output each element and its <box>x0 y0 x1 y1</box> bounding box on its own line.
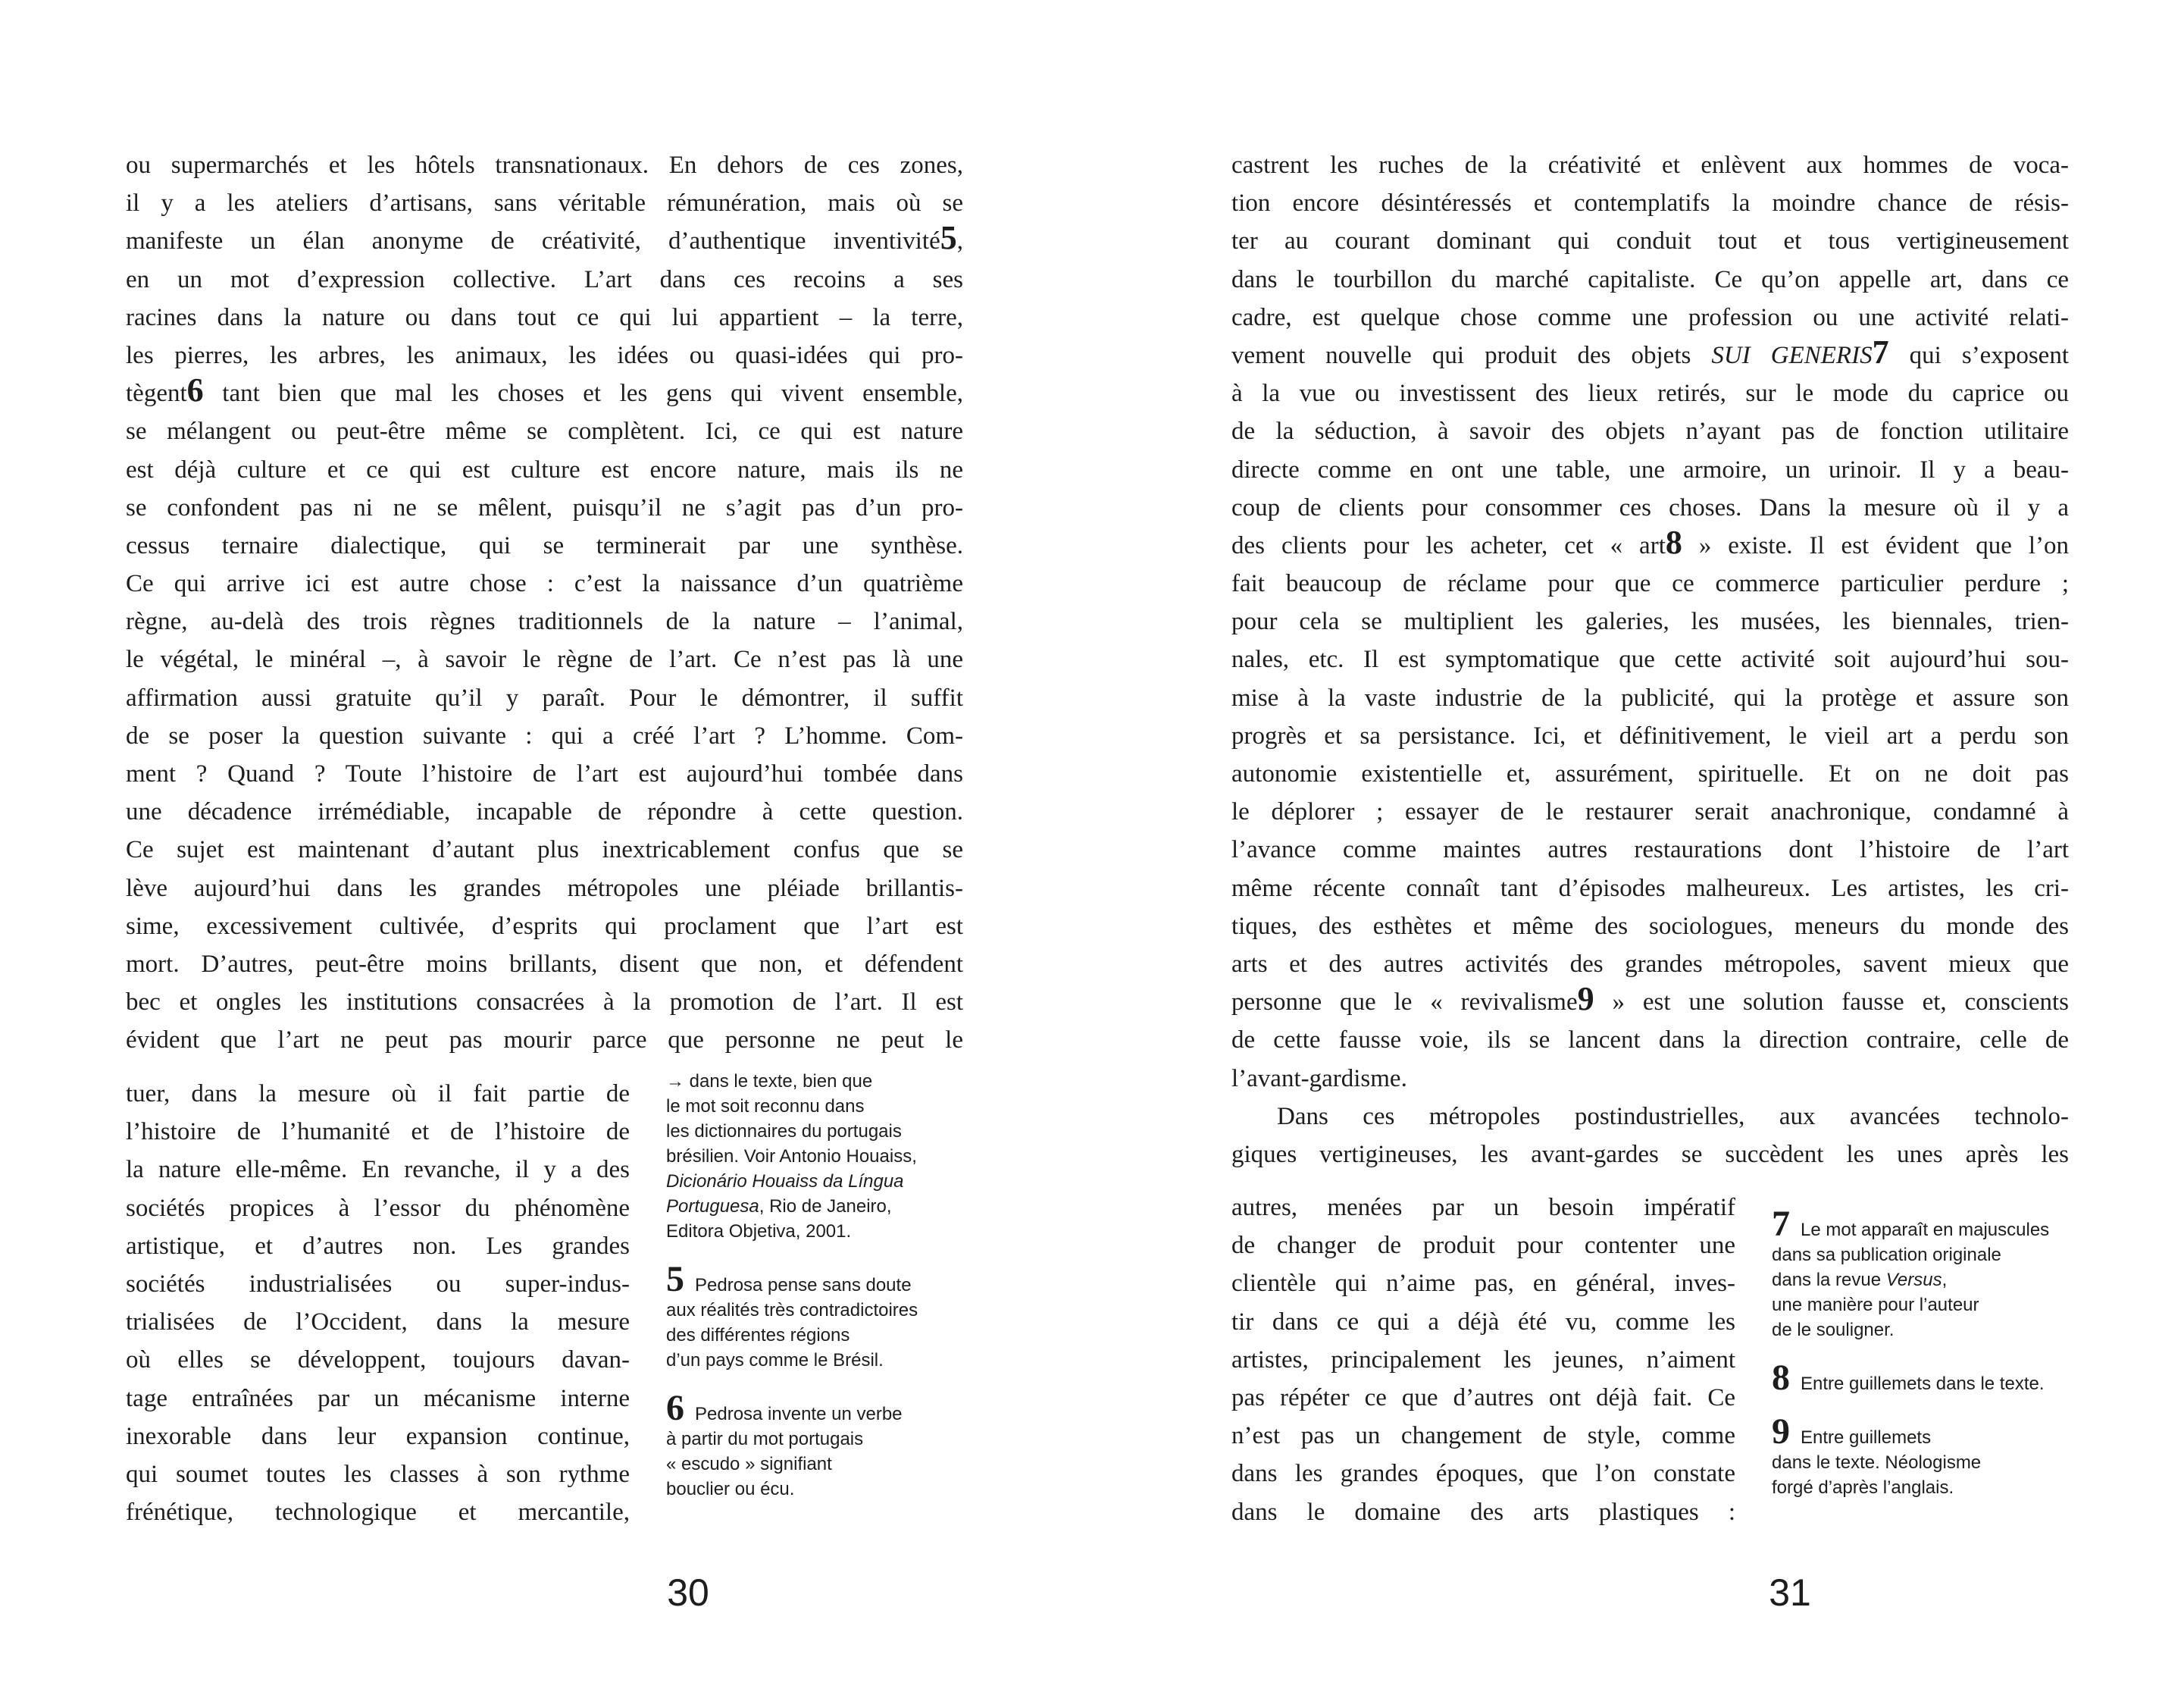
text-run: brésilien. Voir Antonio Houaiss, <box>666 1146 917 1167</box>
text-run: Editora Objetiva, 2001. <box>666 1221 852 1242</box>
footnote-line <box>1772 1411 2090 1452</box>
text-line <box>126 717 963 755</box>
text-line <box>126 1075 630 1113</box>
text-run: autonomie existentielle et, assurément, spirituelle. Et on ne doit pas <box>1231 760 2069 788</box>
text-line <box>1231 222 2069 260</box>
text-run: autres, menées par un besoin impératif <box>1231 1194 1735 1221</box>
text-run: ou supermarchés et les hôtels transnationaux. En dehors de ces zones, <box>126 152 963 179</box>
text-run: Pedrosa pense sans doute <box>695 1275 912 1295</box>
text-line <box>1231 1021 2069 1059</box>
text-run: règne, au-delà des trois règnes traditionnels de la nature – l’animal, <box>126 608 963 636</box>
text-run: Entre guillemets dans le texte. <box>1801 1374 2045 1394</box>
text-run: affirmation aussi gratuite qu’il y paraît. Pour le démontrer, il suffit <box>126 684 963 712</box>
text-run: → dans le texte, bien que <box>666 1071 873 1092</box>
text-run: arts et des autres activités des grandes métropoles, savent mieux que <box>1231 950 2069 978</box>
text-run: Pedrosa invente un verbe <box>695 1404 903 1424</box>
text-line <box>126 565 963 603</box>
text-line <box>1231 565 2069 603</box>
text-run: nales, etc. Il est symptomatique que cette activité soit aujourd’hui sou- <box>1231 646 2069 674</box>
footnote-reference: 5 <box>940 219 957 257</box>
text-run: tage entraînées par un mécanisme interne <box>126 1384 630 1412</box>
footnote-line <box>666 1094 984 1119</box>
page-number: 30 <box>667 1571 709 1614</box>
text-run: trialisées de l’Occident, dans la mesure <box>126 1308 630 1336</box>
text-run: dans le texte. Néologisme <box>1772 1452 1982 1473</box>
text-line <box>126 451 963 489</box>
text-run: giques vertigineuses, les avant-gardes se succèdent les unes après les <box>1231 1140 2069 1168</box>
text-line <box>126 755 963 793</box>
text-run: l’avance comme maintes autres restaurations dont l’histoire de l’art <box>1231 836 2069 864</box>
text-run: fait beaucoup de réclame pour que ce commerce particulier perdure ; <box>1231 570 2069 598</box>
text-line <box>1231 489 2069 527</box>
text-line <box>126 831 963 869</box>
text-line <box>1231 1493 1735 1531</box>
text-line <box>1231 641 2069 678</box>
text-line <box>126 1303 630 1341</box>
text-run: personne que le « revivalisme <box>1231 988 1578 1017</box>
text-line <box>1231 1303 1735 1341</box>
text-run: qui s’exposent <box>1888 341 2069 369</box>
text-run: d’un pays comme le Brésil. <box>666 1350 884 1371</box>
text-run: des différentes régions <box>666 1325 850 1345</box>
text-run: la nature elle-même. En revanche, il y a des <box>126 1156 630 1184</box>
body-text-column <box>1231 146 2069 1173</box>
text-line <box>126 146 963 184</box>
text-line <box>1231 1264 1735 1302</box>
text-run: évident que l’art ne peut pas mourir parce que personne ne peut le <box>126 1026 963 1054</box>
text-line <box>1231 523 2069 565</box>
footnote-line <box>1772 1358 2090 1398</box>
text-run: l’avant-gardisme. <box>1231 1064 1407 1092</box>
text-run: se mélangent ou peut-être même se complètent. Ici, ce qui est nature <box>126 418 963 446</box>
text-run: à partir du mot portugais <box>666 1429 864 1449</box>
text-line <box>126 1418 630 1455</box>
text-run: lève aujourd’hui dans les grandes métropoles une pléiade brillantis- <box>126 874 963 902</box>
text-line <box>1231 831 2069 869</box>
text-run: dans la revue <box>1772 1270 1886 1290</box>
text-line <box>126 1227 630 1265</box>
text-line <box>1231 603 2069 641</box>
text-run: Dans ces métropoles postindustrielles, aux avancées technolo- <box>1277 1102 2069 1130</box>
footnote-reference: 6 <box>186 371 204 409</box>
footnote-line <box>666 1298 984 1323</box>
text-run: en un mot d’expression collective. L’art dans ces recoins a ses <box>126 265 963 293</box>
text-line <box>126 527 963 565</box>
text-run: pour cela se multiplient les galeries, les musées, les biennales, trien- <box>1231 608 2069 636</box>
text-run: pas répéter ce que d’autres ont déjà fait. Ce <box>1231 1383 1735 1411</box>
text-run: des clients pour les acheter, cet « art <box>1231 531 1666 559</box>
footnote-line <box>1772 1267 2090 1292</box>
text-line <box>126 261 963 299</box>
text-line <box>1231 1189 1735 1226</box>
text-run: ter au courant dominant qui conduit tout et tous vertigineusement <box>1231 227 2069 255</box>
footnote-line <box>666 1477 984 1502</box>
text-line <box>1231 299 2069 337</box>
footnote-number: 7 <box>1772 1204 1790 1244</box>
text-line <box>126 1493 630 1531</box>
footnote-line <box>1772 1242 2090 1267</box>
text-run: tion encore désintéressés et contemplatifs la moindre chance de résis- <box>1231 190 2069 218</box>
text-run: qui soumet toutes les classes à son rythme <box>126 1460 630 1488</box>
text-run: tègent <box>126 380 187 408</box>
footnote-number: 9 <box>1772 1411 1790 1452</box>
text-run: le mot soit reconnu dans <box>666 1096 865 1117</box>
body-text-column <box>126 146 963 1060</box>
text-run: castrent les ruches de la créativité et enlèvent aux hommes de voca- <box>1231 152 2069 179</box>
footnote-line <box>666 1169 984 1194</box>
text-run: aux réalités très contradictoires <box>666 1300 918 1320</box>
text-line <box>1231 907 2069 945</box>
text-run: cessus ternaire dialectique, qui se terminerait par une synthèse. <box>126 531 963 559</box>
footnote-line <box>666 1348 984 1373</box>
text-run: bec et ongles les institutions consacrées à la promotion de l’art. Il est <box>126 988 963 1017</box>
text-line <box>1231 184 2069 222</box>
text-run: une manière pour l’auteur <box>1772 1295 1979 1315</box>
text-line <box>1231 755 2069 793</box>
text-run: Entre guillemets <box>1801 1427 1932 1448</box>
text-run: forgé d’après l’anglais. <box>1772 1477 1954 1498</box>
text-run: frénétique, technologique et mercantile, <box>126 1499 630 1527</box>
text-run: coup de clients pour consommer ces choses. Dans la mesure où il y a <box>1231 493 2069 522</box>
footnote-reference: 7 <box>1872 333 1889 371</box>
text-run: est déjà culture et ce qui est culture est encore nature, mais ils ne <box>126 456 963 484</box>
text-run: l’histoire de l’humanité et de l’histoire de <box>126 1118 630 1146</box>
text-line <box>126 1151 630 1189</box>
italic-text: Versus <box>1885 1270 1942 1290</box>
footnote-number: 8 <box>1772 1358 1790 1398</box>
text-run: de se poser la question suivante : qui a créé l’art ? L’homme. Com- <box>126 722 963 750</box>
text-run: , Rio de Janeiro, <box>759 1196 892 1217</box>
text-run: clientèle qui n’aime pas, en général, inves- <box>1231 1270 1735 1298</box>
footnote-line <box>666 1323 984 1348</box>
italic-text: Portuguesa <box>666 1196 759 1217</box>
text-run: ment ? Quand ? Toute l’histoire de l’art est aujourd’hui tombée dans <box>126 760 963 788</box>
text-line <box>126 869 963 907</box>
footnote-number: 5 <box>666 1259 684 1299</box>
text-line <box>126 371 963 412</box>
text-run: tir dans ce qui a déjà été vu, comme les <box>1231 1308 1735 1336</box>
footnote-line <box>666 1388 984 1428</box>
text-run: , <box>1942 1270 1948 1290</box>
text-run: tiques, des esthètes et même des sociologues, meneurs du monde des <box>1231 912 2069 940</box>
footnote <box>666 1259 984 1373</box>
text-line <box>126 412 963 450</box>
text-run: artistes, principalement les jeunes, n’aiment <box>1231 1345 1735 1374</box>
text-line <box>1231 945 2069 983</box>
text-run: artistique, et d’autres non. Les grandes <box>126 1232 630 1260</box>
text-run: de le souligner. <box>1772 1320 1895 1340</box>
text-run: dans le domaine des arts plastiques : <box>1231 1498 1735 1526</box>
text-run: dans sa publication originale <box>1772 1245 2001 1265</box>
text-line <box>126 793 963 831</box>
text-run: , <box>956 227 963 255</box>
footnotes <box>1772 1204 2090 1523</box>
body-text-column-narrow <box>1231 1189 1735 1531</box>
footnote-line <box>1772 1204 2090 1244</box>
italic-text: SUI GENERIS <box>1711 341 1873 369</box>
text-run: se confondent pas ni ne se mêlent, puisqu’il ne s’agit pas d’un pro- <box>126 493 963 522</box>
footnote-line <box>666 1119 984 1144</box>
text-run: n’est pas un changement de style, comme <box>1231 1422 1735 1450</box>
text-line <box>126 1021 963 1059</box>
text-run: manifeste un élan anonyme de créativité, d’authentique inventivité <box>126 227 940 255</box>
text-run: tant bien que mal les choses et les gens qui vivent ensemble, <box>203 380 963 408</box>
text-run: Le mot apparaît en majuscules <box>1801 1220 2050 1240</box>
text-run: mise à la vaste industrie de la publicité, qui la protège et assure son <box>1231 684 2069 712</box>
text-line <box>126 1265 630 1303</box>
text-run: tuer, dans la mesure où il fait partie de <box>126 1080 630 1107</box>
text-run: directe comme en ont une table, une armoire, un urinoir. Il y a beau- <box>1231 456 2069 484</box>
text-line <box>1231 451 2069 489</box>
text-line <box>126 907 963 945</box>
text-line <box>1231 717 2069 755</box>
text-run: racines dans la nature ou dans tout ce qui lui appartient – la terre, <box>126 303 963 331</box>
text-run: dans les grandes époques, que l’on constate <box>1231 1460 1735 1488</box>
text-run: progrès et sa persistance. Ici, et définitivement, le vieil art a perdu son <box>1231 722 2069 750</box>
text-line <box>1231 1226 1735 1264</box>
text-run: vement nouvelle qui produit des objets <box>1231 341 1712 369</box>
text-line <box>126 603 963 641</box>
footnote <box>1772 1358 2090 1398</box>
footnotes <box>666 1069 984 1524</box>
text-line <box>1231 980 2069 1021</box>
text-line <box>126 337 963 374</box>
text-line <box>1231 793 2069 831</box>
footnote-line <box>666 1219 984 1244</box>
text-run: de cette fausse voie, ils se lancent dans la direction contraire, celle de <box>1231 1026 2069 1054</box>
footnote-line <box>666 1144 984 1169</box>
text-line <box>1231 1379 1735 1417</box>
footnote-number: 6 <box>666 1388 684 1428</box>
text-run: cadre, est quelque chose comme une profession ou une activité relati- <box>1231 303 2069 331</box>
text-run: de changer de produit pour contenter une <box>1231 1232 1735 1260</box>
body-text-column-narrow <box>126 1075 630 1531</box>
text-line <box>1231 1136 2069 1173</box>
footnote-line <box>666 1452 984 1477</box>
text-run: sociétés propices à l’essor du phénomène <box>126 1194 630 1222</box>
text-run: sime, excessivement cultivée, d’esprits qui proclament que l’art est <box>126 912 963 940</box>
text-run: à la vue ou investissent des lieux retirés, sur le mode du caprice ou <box>1231 380 2069 408</box>
text-run: les dictionnaires du portugais <box>666 1121 902 1142</box>
footnote-line <box>1772 1317 2090 1342</box>
text-line <box>1231 261 2069 299</box>
text-line <box>126 489 963 527</box>
text-run: le déplorer ; essayer de le restaurer serait anachronique, condamné à <box>1231 798 2069 826</box>
text-run: le végétal, le minéral –, à savoir le règne de l’art. Ce n’est pas là une <box>126 646 963 674</box>
text-run: même récente connaît tant d’épisodes malheureux. Les artistes, les cri- <box>1231 874 2069 902</box>
text-line <box>126 184 963 222</box>
text-run: bouclier ou écu. <box>666 1479 795 1499</box>
text-line <box>126 1341 630 1379</box>
text-run: les pierres, les arbres, les animaux, les idées ou quasi-idées qui pro- <box>126 341 963 369</box>
footnote-reference: 9 <box>1577 980 1594 1018</box>
text-line <box>1231 679 2069 717</box>
text-line <box>1231 1417 1735 1455</box>
text-run: mort. D’autres, peut-être moins brillants, disent que non, et défendent <box>126 950 963 978</box>
footnote-line <box>1772 1475 2090 1500</box>
text-line <box>1231 412 2069 450</box>
footnote <box>1772 1204 2090 1342</box>
text-run: sociétés industrialisées ou super-indus- <box>126 1270 630 1298</box>
text-line <box>126 983 963 1021</box>
text-run: une décadence irrémédiable, incapable de répondre à cette question. <box>126 798 963 826</box>
text-run: » existe. Il est évident que l’on <box>1682 531 2069 559</box>
text-line <box>126 641 963 678</box>
text-line <box>126 945 963 983</box>
text-run: dans le tourbillon du marché capitaliste. Ce qu’on appelle art, dans ce <box>1231 265 2069 293</box>
text-run: de la séduction, à savoir des objets n’ayant pas de fonction utilitaire <box>1231 418 2069 446</box>
text-line <box>1231 146 2069 184</box>
footnote <box>1772 1411 2090 1500</box>
footnote <box>666 1388 984 1502</box>
text-run: Ce qui arrive ici est autre chose : c’est la naissance d’un quatrième <box>126 570 963 598</box>
footnote <box>666 1069 984 1244</box>
page-number: 31 <box>1769 1571 1811 1614</box>
footnote-line <box>666 1069 984 1094</box>
text-run: » est une solution fausse et, conscients <box>1594 988 2069 1017</box>
footnote-line <box>666 1194 984 1219</box>
text-line <box>126 1455 630 1493</box>
text-line <box>126 679 963 717</box>
text-line <box>1231 333 2069 374</box>
text-line <box>126 219 963 260</box>
text-line <box>126 1189 630 1227</box>
text-run: « escudo » signifiant <box>666 1454 832 1474</box>
text-line <box>1231 1455 1735 1493</box>
text-line <box>1231 1341 1735 1379</box>
text-line <box>1231 869 2069 907</box>
text-run: où elles se développent, toujours davan- <box>126 1346 630 1374</box>
footnote-line <box>1772 1292 2090 1317</box>
text-line <box>1231 374 2069 412</box>
footnote-line <box>666 1427 984 1452</box>
text-run: Ce sujet est maintenant d’autant plus inextricablement confus que se <box>126 836 963 864</box>
text-line <box>1231 1060 2069 1098</box>
footnote-line <box>666 1259 984 1299</box>
text-line <box>1231 1098 2069 1136</box>
text-line <box>126 299 963 337</box>
footnote-line <box>1772 1450 2090 1475</box>
italic-text: Dicionário Houaiss da Língua <box>666 1171 904 1192</box>
text-line <box>126 1113 630 1151</box>
footnote-reference: 8 <box>1665 523 1682 561</box>
text-line <box>126 1380 630 1418</box>
text-run: il y a les ateliers d’artisans, sans véritable rémunération, mais où se <box>126 190 963 218</box>
text-run: inexorable dans leur expansion continue, <box>126 1422 630 1450</box>
